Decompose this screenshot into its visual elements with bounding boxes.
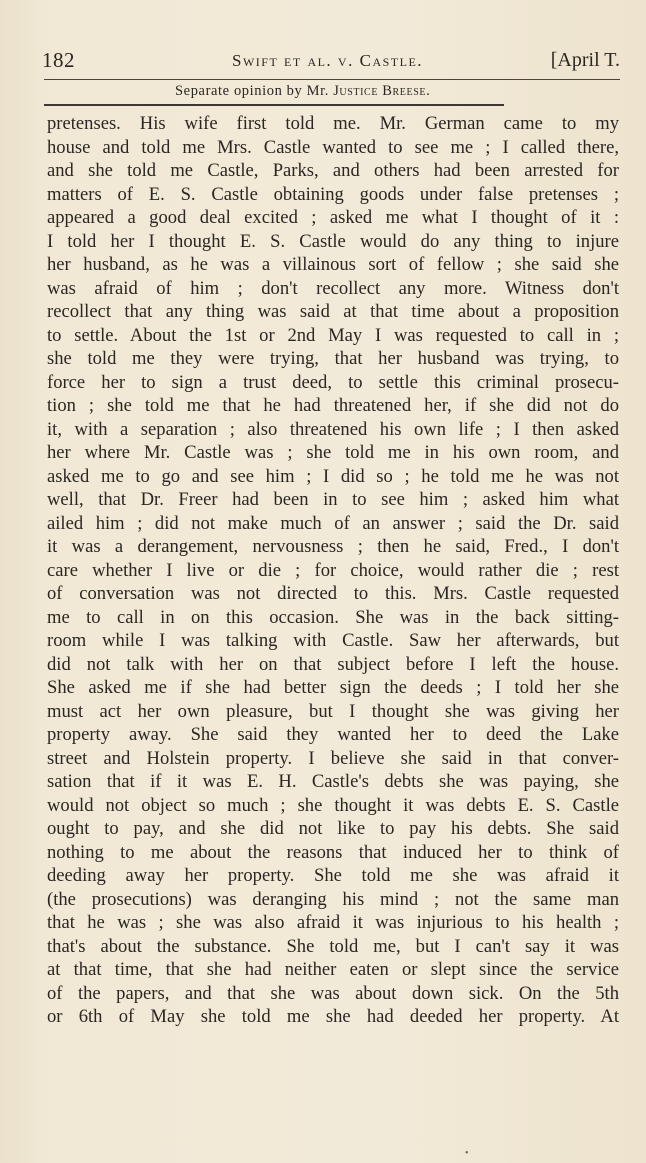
text-line: ought to pay, and she did not like to pay his debts. She said (47, 818, 619, 839)
text-line: at that time, that she had neither eaten or slept since the service (47, 959, 619, 980)
text-line: it, with a separation ; also threatened his own life ; I then asked (47, 418, 619, 440)
text-line: her where Mr. Castle was ; she told me in his own room, and (47, 442, 619, 463)
subhead-rule (44, 104, 504, 106)
text-line: would not object so much ; she thought it was debts E. S. Castle (47, 794, 619, 816)
header-rule (44, 79, 620, 80)
text-line: to settle. About the 1st or 2nd May I was requested to call in ; (47, 324, 619, 346)
text-line: She asked me if she had better sign the deeds ; I told her she (47, 677, 619, 698)
term-label: [April T. (550, 49, 620, 71)
text-line: her husband, as he was a villainous sort of fellow ; she said she (47, 254, 619, 275)
text-line: did not talk with her on that subject before I left the house. (47, 653, 619, 675)
text-line: or 6th of May she told me she had deeded her property. At (47, 1006, 619, 1027)
text-line: that's about the substance. She told me, but I can't say it was (47, 935, 619, 957)
text-line: she told me they were trying, that her husband was trying, to (47, 348, 619, 369)
text-line: that he was ; she was also afraid it was injurious to his health ; (47, 912, 619, 933)
justice-name: Justice Breese. (333, 83, 431, 99)
subhead-prefix: Separate opinion by Mr. (175, 83, 329, 99)
text-line: me to call in on this occasion. She was in the back sitting- (47, 606, 619, 628)
text-line: care whether I live or die ; for choice, would rather die ; rest (47, 559, 619, 581)
text-line: of conversation was not directed to this. Mrs. Castle requested (47, 583, 619, 604)
text-line: I told her I thought E. S. Castle would do any thing to injure (47, 230, 619, 252)
page-number: 182 (42, 48, 75, 72)
text-line: must act her own pleasure, but I thought she was giving her (47, 700, 619, 722)
text-line: recollect that any thing was said at that time about a proposition (47, 301, 619, 322)
text-line: house and told me Mrs. Castle wanted to see me ; I called there, (47, 136, 619, 158)
text-line: was afraid of him ; don't recollect any more. Witness don't (47, 277, 619, 299)
opinion-subhead (175, 83, 430, 100)
text-line: ailed him ; did not make much of an answer ; said the Dr. said (47, 512, 619, 534)
footer-mark: • (465, 1148, 469, 1159)
text-line: force her to sign a trust deed, to settle this criminal prosecu- (47, 371, 619, 393)
text-line: deeding away her property. She told me she was afraid it (47, 865, 619, 886)
text-line: sation that if it was E. H. Castle's debts she was paying, she (47, 771, 619, 792)
text-line: it was a derangement, nervousness ; then he said, Fred., I don't (47, 536, 619, 557)
text-line: (the prosecutions) was deranging his mind ; not the same man (47, 888, 619, 910)
case-title: Swift et al. v. Castle. (232, 51, 424, 70)
text-line: appeared a good deal excited ; asked me what I thought of it : (47, 207, 619, 228)
running-head (42, 48, 620, 78)
text-line: pretenses. His wife first told me. Mr. German came to my (47, 113, 619, 134)
text-line: well, that Dr. Freer had been in to see him ; asked him what (47, 489, 619, 510)
text-line: nothing to me about the reasons that induced her to think of (47, 841, 619, 863)
text-line: matters of E. S. Castle obtaining goods under false pretenses ; (47, 183, 619, 205)
text-line: tion ; she told me that he had threatened her, if she did not do (47, 395, 619, 416)
text-line: property away. She said they wanted her to deed the Lake (47, 724, 619, 745)
text-line: street and Holstein property. I believe she said in that conver- (47, 747, 619, 769)
text-line: of the papers, and that she was about down sick. On the 5th (47, 982, 619, 1004)
text-line: asked me to go and see him ; I did so ; he told me he was not (47, 465, 619, 487)
text-line: and she told me Castle, Parks, and others had been arrested for (47, 160, 619, 181)
body-text (47, 112, 619, 1029)
text-line: room while I was talking with Castle. Saw her afterwards, but (47, 630, 619, 651)
